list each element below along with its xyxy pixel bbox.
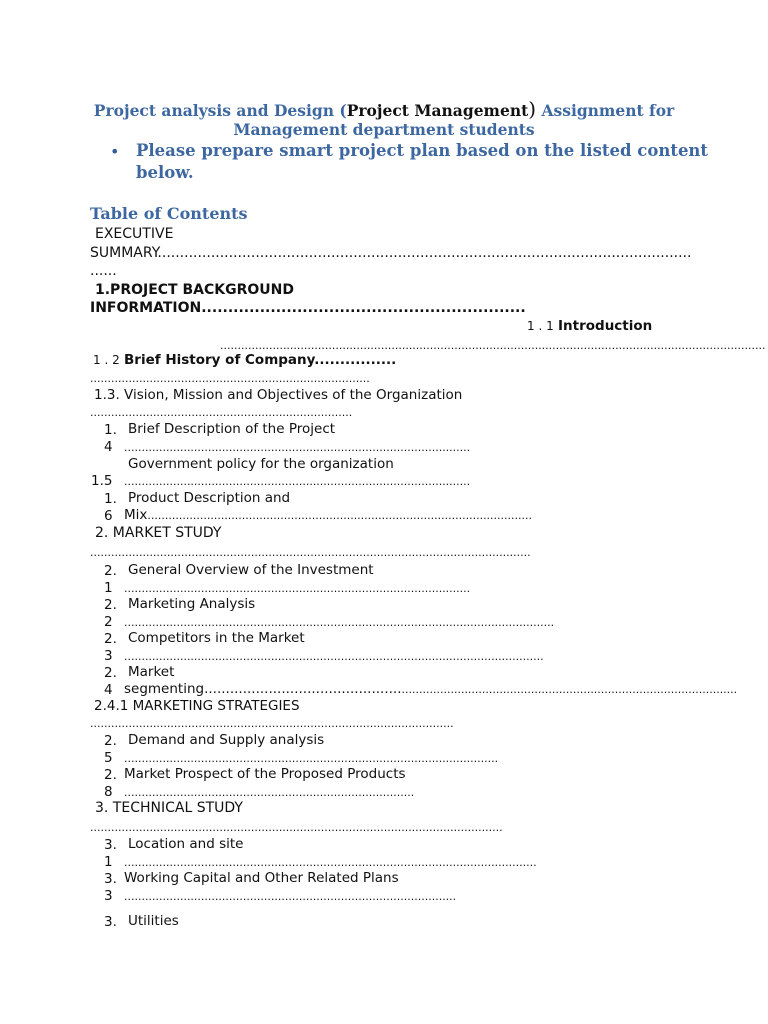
leader-dots: ........................................................................................................................	[157, 245, 692, 261]
toc-2-4-cont	[124, 681, 738, 697]
leader-dots: ......	[90, 263, 117, 279]
toc-number: 2.	[104, 631, 117, 647]
leader-dots: ........................................................................................................................	[124, 650, 544, 663]
leader-dots: ...........................................................................................................	[124, 752, 499, 765]
toc-2-5: Demand and Supply analysis	[128, 732, 325, 748]
title-paren: )	[528, 97, 537, 121]
leader-dots: ................	[314, 352, 397, 368]
toc-number: 3	[104, 648, 113, 664]
toc-label: Mix	[124, 507, 148, 523]
toc-number: 2.	[104, 665, 117, 681]
toc-heading: Table of Contents	[90, 204, 248, 223]
leader-dots: ..............................................	[204, 681, 402, 697]
toc-exec-label: EXECUTIVE	[95, 226, 174, 242]
toc-exec-summary	[90, 245, 692, 261]
toc-section1-text: INFORMATION	[90, 300, 202, 316]
toc-3-3: Working Capital and Other Related Plans	[124, 870, 399, 886]
toc-1-6-cont	[124, 507, 533, 523]
toc-number: 2.	[104, 597, 117, 613]
toc-number: 1	[104, 854, 113, 870]
toc-number: 1 . 1	[527, 319, 554, 333]
leader-dots: ......................................................................................................................	[90, 821, 503, 834]
title-text-4: Assignment for	[536, 101, 675, 120]
leader-dots: ...................................................................................................	[124, 582, 471, 595]
toc-3-1: Location and site	[128, 836, 244, 852]
leader-dots: ..............................................................................................................................	[90, 546, 531, 559]
leader-dots: ...................................................................................	[124, 786, 415, 799]
title-text-1: Project analysis and Design (	[93, 101, 347, 120]
toc-number: 4	[104, 682, 113, 698]
toc-2-4: Market	[128, 664, 175, 680]
toc-1-6: Product Description and	[128, 490, 291, 506]
title-text-2: Project Management	[346, 101, 529, 120]
toc-number: 2.	[104, 563, 117, 579]
toc-label: Introduction	[558, 318, 653, 334]
leader-dots: ...............................................................................................	[124, 890, 457, 903]
leader-dots: ......................................................................................................................	[124, 856, 537, 869]
toc-number: 3.	[104, 837, 117, 853]
toc-1-5: Government policy for the organization	[128, 456, 394, 472]
toc-section1-line1: 1.PROJECT BACKGROUND	[95, 282, 294, 298]
toc-number: 4	[104, 439, 113, 455]
leader-dots: ............................................................................................................................................................	[220, 339, 766, 352]
instruction-line1: Please prepare smart project plan based on the listed content	[136, 141, 709, 160]
document-title-line1	[0, 97, 768, 121]
leader-dots: ................................................................................	[90, 372, 370, 385]
toc-number: 1	[104, 580, 113, 596]
toc-2-8: Market Prospect of the Proposed Products	[124, 766, 406, 782]
toc-number: 1.5	[91, 473, 113, 489]
toc-number: 2.	[104, 767, 117, 783]
toc-number: 5	[104, 750, 113, 766]
toc-exec-summary-text: SUMMARY	[90, 245, 158, 261]
toc-2-3: Competitors in the Market	[128, 630, 305, 646]
toc-section2: 2. MARKET STUDY	[95, 525, 222, 541]
toc-2-1: General Overview of the Investment	[128, 562, 374, 578]
toc-number: 1 . 2	[93, 353, 120, 367]
toc-number: 1.	[104, 422, 117, 438]
toc-1-1	[527, 318, 652, 334]
leader-dots: ........................................................................................................	[90, 717, 454, 730]
toc-1-4: Brief Description of the Project	[128, 421, 336, 437]
leader-dots: .............................................................	[201, 300, 526, 316]
leader-dots: ..............................................................................................................	[147, 509, 533, 522]
toc-3-utilities: Utilities	[128, 913, 179, 929]
toc-1-2	[93, 352, 396, 368]
toc-number: 1.	[104, 491, 117, 507]
leader-dots: ...........................................................................	[90, 406, 353, 419]
leader-dots: ...................................................................................................	[124, 441, 471, 454]
toc-2-4-1: 2.4.1 MARKETING STRATEGIES	[94, 698, 300, 714]
leader-dots: ................................................................................................	[401, 683, 738, 696]
toc-section3: 3. TECHNICAL STUDY	[95, 800, 243, 816]
instruction-line2: below.	[136, 163, 194, 182]
toc-number: 8	[104, 784, 113, 800]
toc-number: 2	[104, 614, 113, 630]
toc-number: 3	[104, 888, 113, 904]
toc-number: 3.	[104, 914, 117, 930]
bullet-icon: •	[110, 142, 120, 161]
toc-number: 2.	[104, 733, 117, 749]
leader-dots: ...........................................................................................................................	[124, 616, 555, 629]
toc-label: segmenting	[124, 681, 205, 697]
toc-2-2: Marketing Analysis	[128, 596, 256, 612]
document-title-line2: Management department students	[233, 120, 535, 139]
toc-1-3: 1.3. Vision, Mission and Objectives of the Organization	[94, 387, 463, 403]
toc-number: 6	[104, 508, 113, 524]
toc-number: 3.	[104, 871, 117, 887]
leader-dots: ...................................................................................................	[124, 475, 471, 488]
toc-label: Brief History of Company	[124, 352, 315, 368]
toc-section1-line2	[90, 300, 526, 316]
